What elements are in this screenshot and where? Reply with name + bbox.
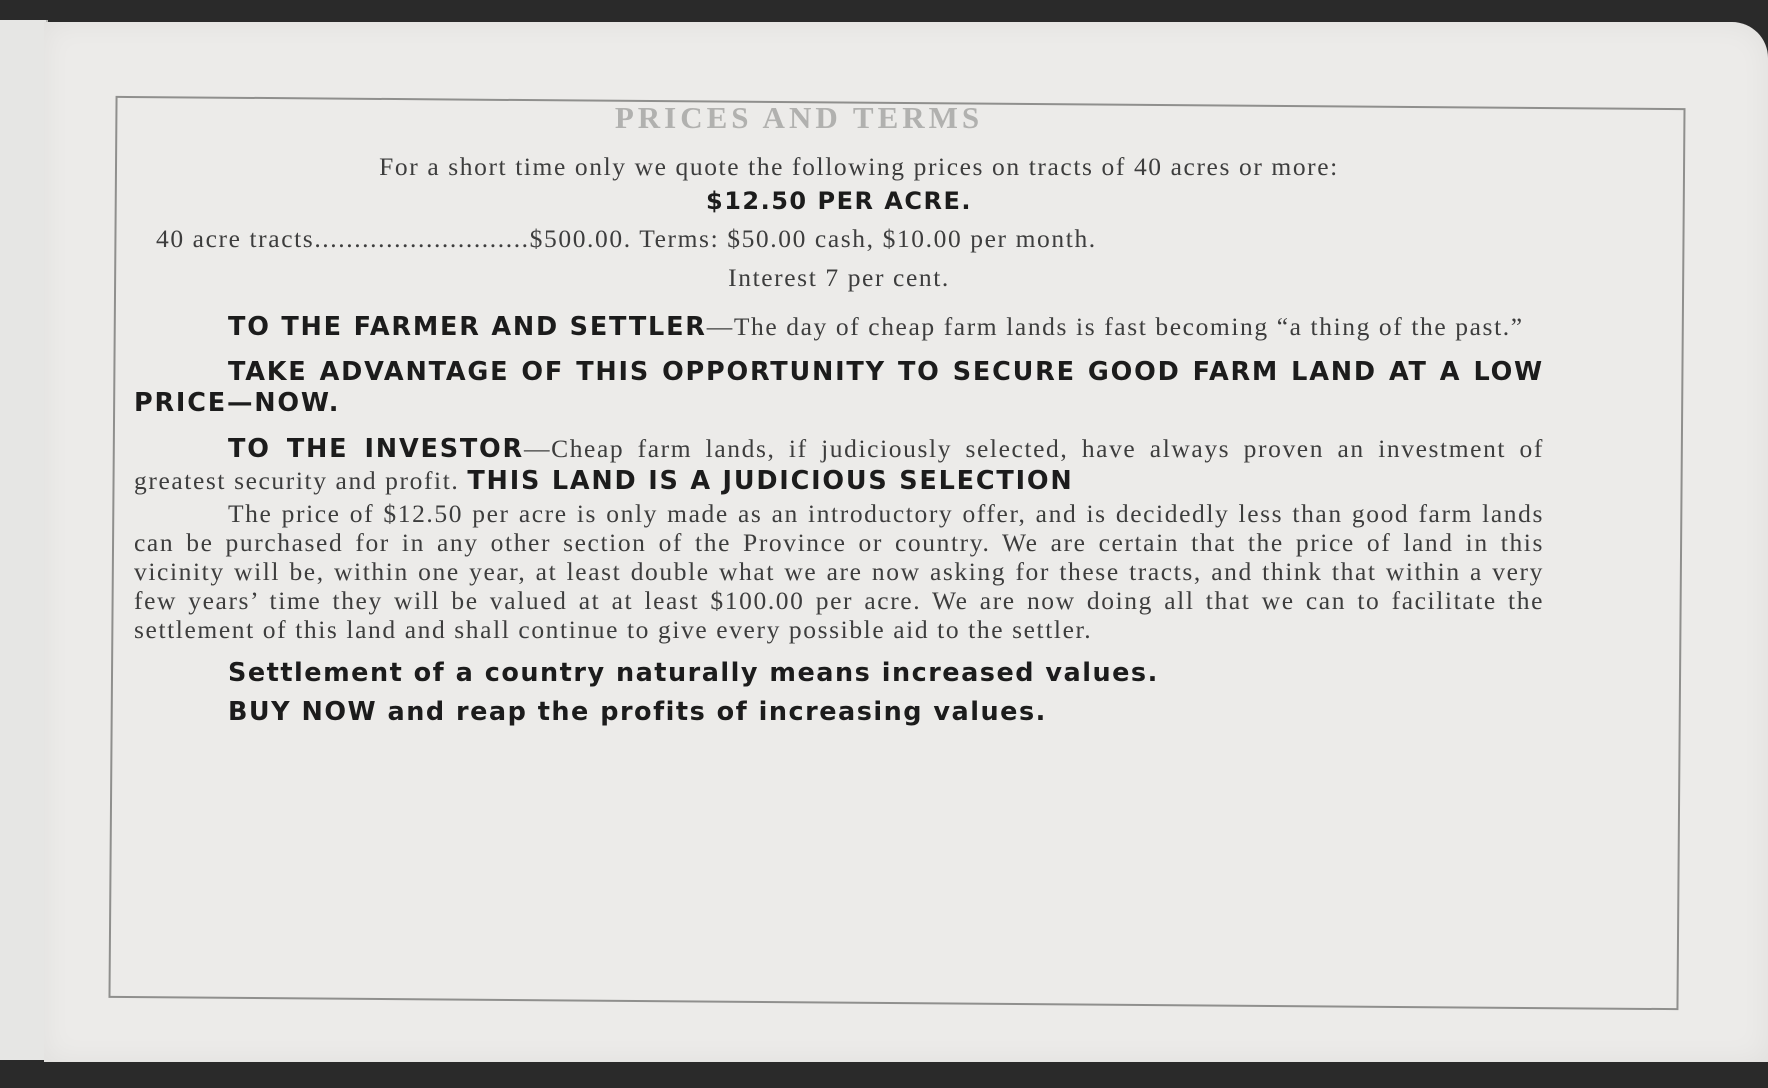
farmer-heading: TO THE FARMER AND SETTLER xyxy=(228,312,707,342)
farmer-text: —The day of cheap farm lands is fast becoming “a thing of the past.” xyxy=(706,312,1524,341)
left-page-edge xyxy=(0,20,48,1060)
investor-emphasis: THIS LAND IS A JUDICIOUS SELECTION xyxy=(467,466,1074,496)
page-content xyxy=(134,70,1544,728)
investor-paragraph xyxy=(134,433,1544,497)
price-per-acre: $12.50 PER ACRE. xyxy=(706,187,972,215)
investor-text: —Cheap farm lands, if judiciously selected, have always proven an investment of greatest security and profit. xyxy=(134,434,1544,495)
interest-rate: Interest 7 per cent. xyxy=(728,263,950,292)
intro-text: For a short time only we quote the following prices on tracts of 40 acres or more: xyxy=(379,152,1339,181)
buy-now-statement: BUY NOW and reap the profits of increasing values. xyxy=(228,697,1047,727)
investor-heading: TO THE INVESTOR xyxy=(228,434,524,464)
booklet-page xyxy=(44,22,1768,1062)
page-title: PRICES AND TERMS xyxy=(614,100,984,135)
farmer-paragraph xyxy=(134,311,1544,343)
price-paragraph: The price of $12.50 per acre is only made as an introductory offer, and is decidedly less than good farm lands can be purchased for in any other section of the Province or country. We are certain that the price of land in this vicinity will be, within one year, at least double what we are now asking for these tracts, and think that within a very few years’ time they will be valued at at least $100.00 per acre. We are now doing all that we can to facilitate the settlement of this land and shall continue to give every possible aid to the settler. xyxy=(134,499,1544,644)
settlement-statement: Settlement of a country naturally means increased values. xyxy=(228,658,1159,688)
opportunity-callout: TAKE ADVANTAGE OF THIS OPPORTUNITY TO SECURE GOOD FARM LAND AT A LOW PRICE—NOW. xyxy=(134,357,1544,418)
terms-line: 40 acre tracts...........................$500.00. Terms: $50.00 cash, $10.00 per month. xyxy=(156,224,1097,253)
